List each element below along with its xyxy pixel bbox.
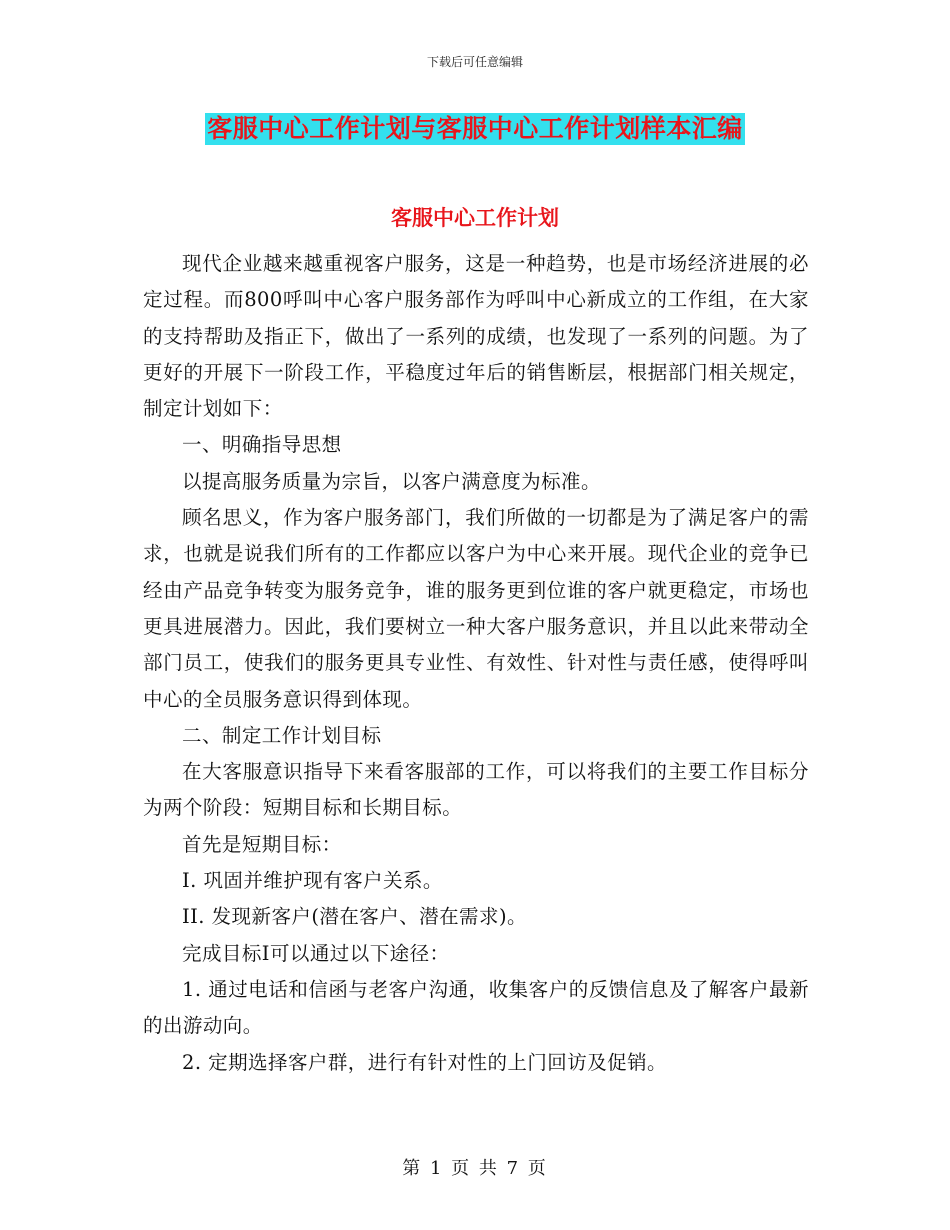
- header-note: 下载后可任意编辑: [426, 55, 523, 69]
- document-title-container: [0, 113, 950, 145]
- paragraph-service-principle: 以提高服务质量为宗旨，以客户满意度为标准。: [182, 469, 601, 493]
- list-item-goal-1: I. 巩固并维护现有客户关系。: [182, 869, 443, 893]
- document-body: [143, 246, 809, 1081]
- document-title: 客服中心工作计划与客服中心工作计划样本汇编: [207, 114, 743, 143]
- list-item-goal-2: II. 发现新客户(潜在客户、潜在需求)。: [182, 905, 527, 929]
- heading-guiding-ideology: 一、明确指导思想: [182, 433, 342, 457]
- section-title: 客服中心工作计划: [391, 205, 559, 230]
- paragraph-goal-1-approach: 完成目标I可以通过以下途径：: [182, 941, 450, 965]
- paragraph-customer-focus: 顾名思义，作为客户服务部门，我们所做的一切都是为了满足客户的需求，也就是说我们所有的工作都应以客户为中心来开展。现代企业的竞争已经由产品竞争转变为服务竞争，谁的服务更到位谁的客户就更稳定，市场也更具进展潜力。因此，我们要树立一种大客户服务意识，并且以此来带动全部门员工，使我们的服务更具专业性、有效性、针对性与责任感，使得呼叫中心的全员服务意识得到体现。: [143, 506, 809, 711]
- paragraph-goal-stages: 在大客服意识指导下来看客服部的工作，可以将我们的主要工作目标分为两个阶段：短期目标和长期目标。: [143, 760, 809, 820]
- heading-work-plan-goals: 二、制定工作计划目标: [182, 723, 382, 747]
- paragraph-intro: 现代企业越来越重视客户服务，这是一种趋势，也是市场经济进展的必定过程。而800呼叫中心客户服务部作为呼叫中心新成立的工作组，在大家的支持帮助及指正下，做出了一系列的成绩，也发现了一系列的问题。为了更好的开展下一阶段工作，平稳度过年后的销售断层，根据部门相关规定，制定计划如下：: [143, 252, 809, 421]
- list-item-approach-2: 2. 定期选择客户群，进行有针对性的上门回访及促销。: [182, 1050, 668, 1074]
- page-footer: 第 1 页 共 7 页: [402, 1158, 548, 1179]
- paragraph-short-term-intro: 首先是短期目标：: [182, 832, 342, 856]
- list-item-approach-1: 1. 通过电话和信函与老客户沟通，收集客户的反馈信息及了解客户最新的出游动向。: [143, 977, 809, 1038]
